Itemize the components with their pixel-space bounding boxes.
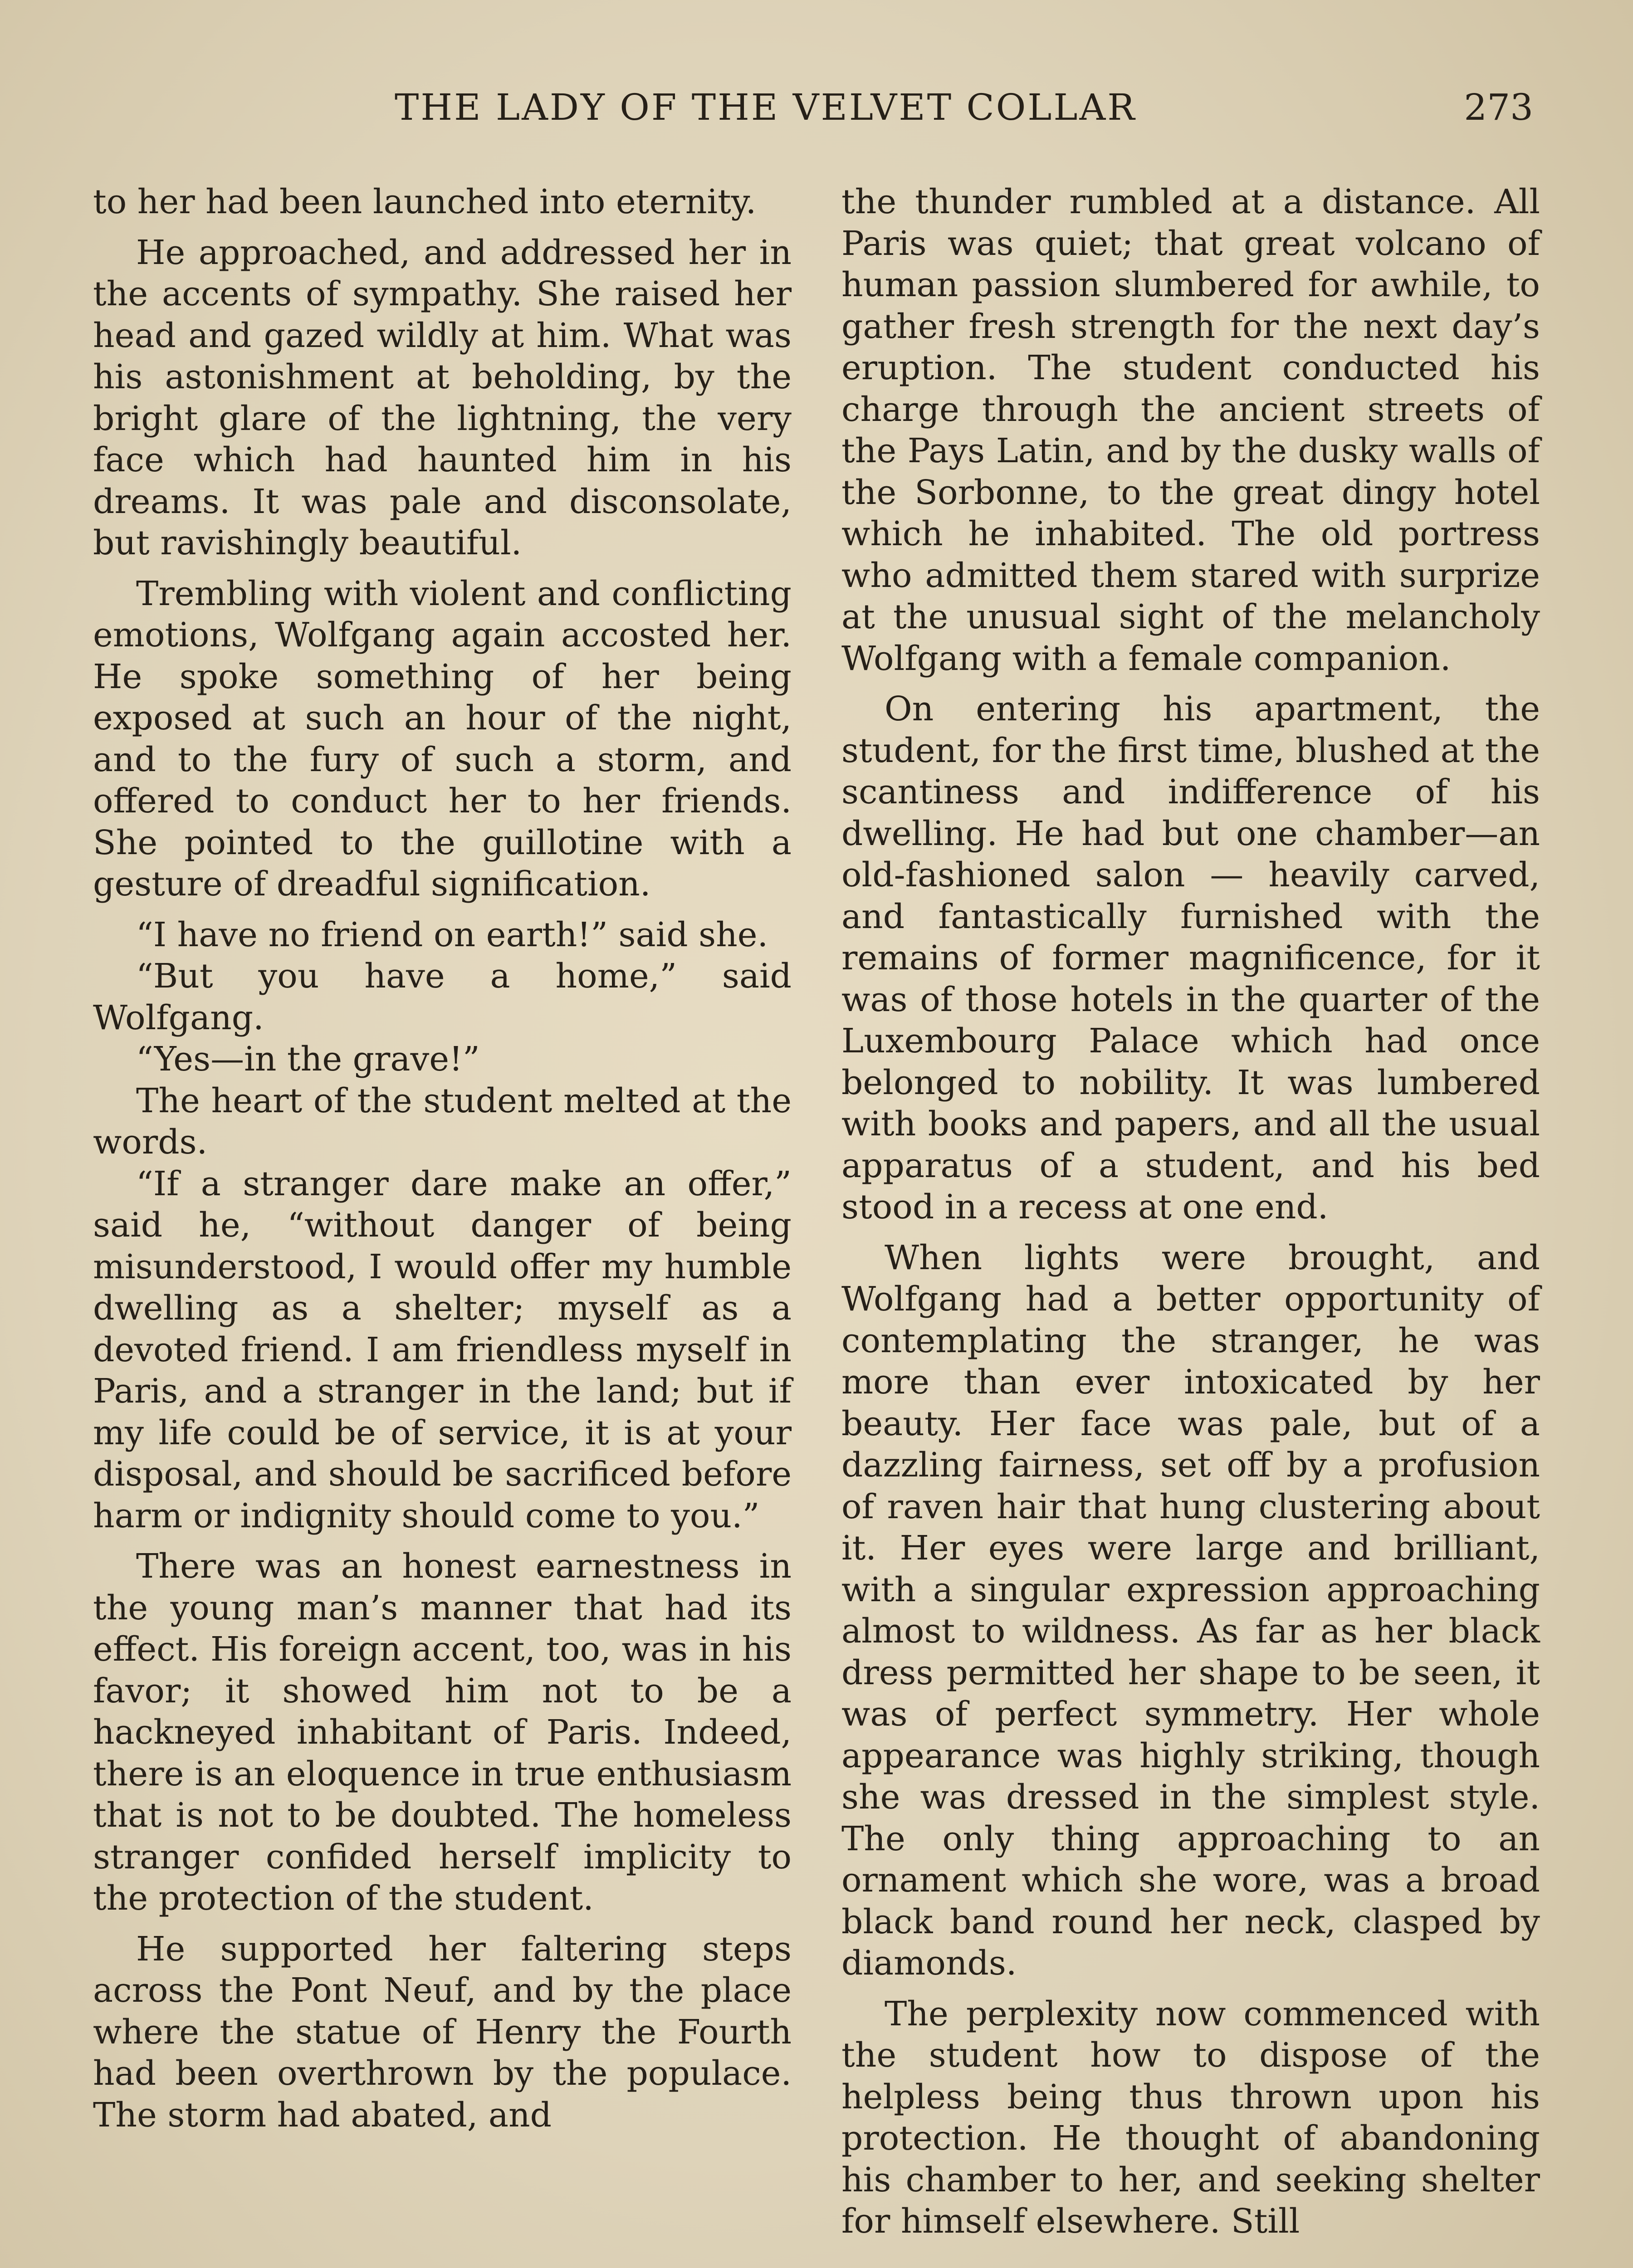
paragraph: The heart of the student melted at the words. [93, 1081, 792, 1162]
paragraph: “If a stranger dare make an offer,” said he, “without danger of being misunderstood, I would offer my humble dwelling as a shelter; myself as a devoted friend. I am friendless myself in Paris, and a stranger in the land; but if my life could be of service, it is at your disposal, and should be sacrificed before harm or indignity should come to you.” [93, 1164, 792, 1535]
paragraph: Trembling with violent and conflicting emotions, Wolfgang again accosted her. He spoke something of her being exposed at such an hour of the night, and to the fury of such a storm, and offered to conduct her to her friends. She pointed to the guillotine with a gesture of dreadful signification. [93, 574, 792, 904]
paragraph: “I have no friend on earth!” said she. [136, 915, 768, 954]
paragraph: There was an honest earnestness in the young man’s manner that had its effect. His foreign accent, too, was in his favor; it showed him not to be a hackneyed inhabitant of Paris. Indeed, there is an eloquence in true enthusiasm that is not to be doubted. The homeless stranger confided herself implicity to the protection of the student. [93, 1547, 792, 1918]
page-number: 273 [1464, 86, 1533, 128]
paragraph: to her had been launched into eternity. [93, 182, 757, 221]
paragraph: “Yes—in the grave!” [136, 1040, 480, 1079]
page-header [91, 86, 1542, 141]
paragraph: He supported her faltering steps across the Pont Neuf, and by the place where the statue of Henry the Fourth had been overthrown by the populace. The storm had abated, and [93, 1929, 792, 2135]
paragraph: The perplexity now commenced with the student how to dispose of the helpless being thus thrown upon his protection. He thought of abandoning his chamber to her, and seeking shelter for himself elsewhere. Still [841, 1994, 1540, 2241]
running-title: THE LADY OF THE VELVET COLLAR [395, 86, 1137, 128]
paragraph: When lights were brought, and Wolfgang had a better opportunity of contemplating the stranger, he was more than ever intoxicated by her beauty. Her face was pale, but of a dazzling fairness, set off by a profusion of raven hair that hung clustering about it. Her eyes were large and brilliant, with a singular expression approaching almost to wildness. As far as her black dress permitted her shape to be seen, it was of perfect symmetry. Her whole appearance was highly striking, though she was dressed in the simplest style. The only thing approaching to an ornament which she wore, was a broad black band round her neck, clasped by diamonds. [841, 1238, 1540, 1983]
paragraph: the thunder rumbled at a distance. All Paris was quiet; that great volcano of human passion slumbered for awhile, to gather fresh strength for the next day’s eruption. The student conducted his charge through the ancient streets of the Pays Latin, and by the dusky walls of the Sorbonne, to the great dingy hotel which he inhabited. The old portress who admitted them stared with surprize at the unusual sight of the melancholy Wolfgang with a female companion. [841, 182, 1540, 678]
paragraph: He approached, and addressed her in the accents of sympathy. She raised her head and gazed wildly at him. What was his astonishment at beholding, by the bright glare of the lightning, the very face which had haunted him in his dreams. It was pale and disconsolate, but ravishingly beautiful. [93, 233, 792, 562]
right-column [841, 181, 1540, 2252]
left-column [93, 181, 792, 2145]
paragraph: On entering his apartment, the student, for the first time, blushed at the scantiness and indifference of his dwelling. He had but one chamber—an old-fashioned salon — heavily carved, and fantastically furnished with the remains of former magnificence, for it was of those hotels in the quarter of the Luxembourg Palace which had once belonged to nobility. It was lumbered with books and papers, and all the usual apparatus of a student, and his bed stood in a recess at one end. [841, 689, 1540, 1227]
paragraph: “But you have a home,” said Wolfgang. [93, 957, 792, 1037]
